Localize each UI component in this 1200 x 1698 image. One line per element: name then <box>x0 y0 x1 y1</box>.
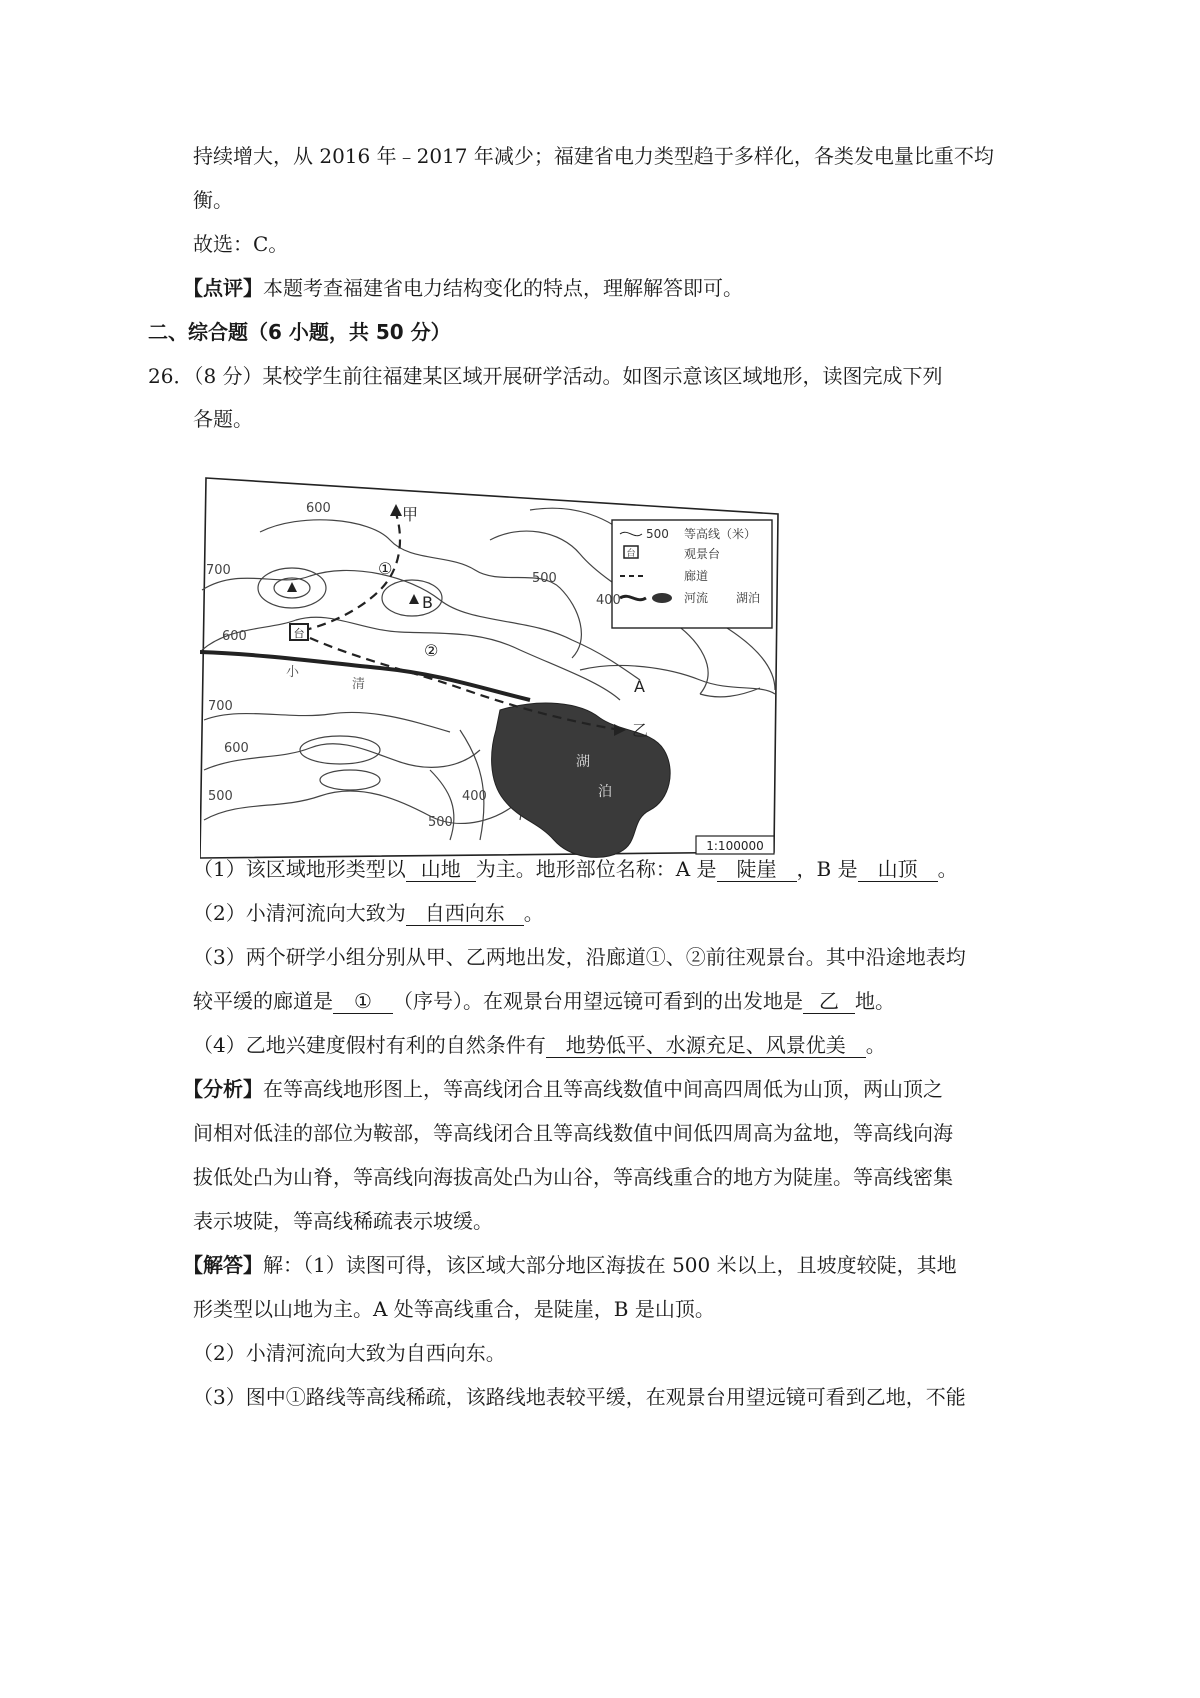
solution-line <box>183 1251 957 1279</box>
text-line: 持续增大，从 2016 年﹣2017 年减少；福建省电力类型趋于多样化，各类发电量比重不均 <box>193 144 994 168</box>
scale-label: 1:100000 <box>706 839 764 853</box>
answer-blank: 山地 <box>406 857 476 882</box>
legend-corridor: 廊道 <box>684 569 709 583</box>
place-label-jia: 甲 <box>402 505 419 524</box>
solution-line: 形类型以山地为主。A 处等高线重合，是陡崖，B 是山顶。 <box>193 1297 715 1321</box>
contour-line <box>300 736 380 764</box>
text-span: 较平缓的廊道是 <box>193 989 333 1013</box>
analysis-line: 表示坡陡，等高线稀疏表示坡缓。 <box>193 1209 493 1233</box>
answer-line: 故选：C。 <box>193 232 289 256</box>
analysis-line <box>183 1075 943 1103</box>
question-part-3-cont <box>193 987 895 1015</box>
contour-line <box>204 712 450 732</box>
text-span: 。 <box>865 1033 886 1057</box>
arrow-icon <box>390 504 402 516</box>
contour-line <box>700 688 760 697</box>
observation-deck-label: 台 <box>293 627 305 640</box>
text-span: （1）该区域地形类型以 <box>193 857 406 881</box>
text-span: 在等高线地形图上，等高线闭合且等高线数值中间高四周低为山顶，两山顶之 <box>263 1077 943 1101</box>
solution-tag: 【解答】 <box>183 1253 263 1277</box>
topographic-map <box>200 470 852 915</box>
text-span: 为主。地形部位名称：A 是 <box>475 857 717 881</box>
analysis-tag: 【分析】 <box>183 1077 263 1101</box>
place-label-A: A <box>634 677 645 696</box>
contour-label: 400 <box>462 789 487 804</box>
solution-line: （2）小清河流向大致为自西向东。 <box>193 1341 506 1365</box>
solution-line: （3）图中①路线等高线稀疏，该路线地表较平缓，在观景台用望远镜可看到乙地，不能 <box>193 1385 966 1409</box>
text-span: 解：（1）读图可得，该区域大部分地区海拔在 500 米以上，且坡度较陡，其地 <box>263 1253 957 1277</box>
contour-label: 700 <box>206 563 231 578</box>
contour-label: 700 <box>208 699 233 714</box>
answer-blank: 山顶 <box>858 857 938 882</box>
legend-lake-icon <box>652 593 672 603</box>
river <box>200 652 530 700</box>
place-label-yi: 乙 <box>632 721 649 740</box>
question-part-4 <box>193 1031 886 1059</box>
text-line: 衡。 <box>193 188 233 212</box>
place-label-B: B <box>422 593 433 612</box>
legend-contour-value: 500 <box>646 527 669 541</box>
comment-text: 本题考查福建省电力结构变化的特点，理解解答即可。 <box>263 276 743 300</box>
comment-tag: 【点评】 <box>183 276 263 300</box>
contour-line <box>202 617 620 700</box>
text-span: （2）小清河流向大致为 <box>193 901 406 925</box>
river-label: 清 <box>352 677 366 692</box>
contour-label: 500 <box>428 815 453 830</box>
contour-line <box>320 770 380 790</box>
section-title: 二、综合题（6 小题，共 50 分） <box>148 320 451 344</box>
answer-blank: 自西向东 <box>406 901 524 926</box>
analysis-line: 间相对低洼的部位为鞍部，等高线闭合且等高线数值中间低四周高为盆地，等高线向海 <box>193 1121 953 1145</box>
summit-icon <box>287 582 297 592</box>
question-part-1 <box>193 855 958 883</box>
legend-contour: 等高线（米） <box>684 527 757 541</box>
route-label-2: ② <box>424 641 439 660</box>
contour-line <box>202 570 640 680</box>
answer-blank: 陡崖 <box>717 857 797 882</box>
answer-blank: 乙 <box>803 989 855 1014</box>
answer-blank: ① <box>333 989 393 1014</box>
question-part-3: （3）两个研学小组分别从甲、乙两地出发，沿廊道①、②前往观景台。其中沿途地表均 <box>193 945 966 969</box>
question-stem: 26．（8 分）某校学生前往福建某区域开展研学活动。如图示意该区域地形，读图完成下列 <box>148 364 943 388</box>
legend-lake: 湖泊 <box>736 591 761 605</box>
comment-line <box>183 274 743 302</box>
contour-label: 600 <box>224 741 249 756</box>
legend-viewpoint-icon-text: 台 <box>626 549 636 559</box>
text-span: （序号）。在观景台用望远镜可看到的出发地是 <box>393 989 803 1013</box>
text-span: 地。 <box>855 989 895 1013</box>
text-span: （4）乙地兴建度假村有利的自然条件有 <box>193 1033 546 1057</box>
contour-label: 500 <box>208 789 233 804</box>
route-label-1: ① <box>378 559 393 578</box>
answer-blank: 地势低平、水源充足、风景优美 <box>546 1033 866 1058</box>
contour-line <box>580 665 775 694</box>
legend-viewpoint: 观景台 <box>684 547 721 561</box>
legend-river: 河流 <box>684 591 709 605</box>
analysis-line: 拔低处凸为山脊，等高线向海拔高处凸为山谷，等高线重合的地方为陡崖。等高线密集 <box>193 1165 953 1189</box>
contour-label: 400 <box>596 593 621 608</box>
text-span: 。 <box>523 901 544 925</box>
summit-icon <box>409 594 419 604</box>
contour-label: 600 <box>306 501 331 516</box>
question-part-2 <box>193 899 544 927</box>
text-span: ，B 是 <box>796 857 858 881</box>
lake-label: 湖 <box>576 754 590 770</box>
lake-label: 泊 <box>598 784 612 800</box>
question-stem: 各题。 <box>193 407 253 431</box>
contour-label: 500 <box>532 571 557 586</box>
river-label: 小 <box>286 665 300 680</box>
contour-label: 600 <box>222 629 247 644</box>
text-span: 。 <box>937 857 958 881</box>
